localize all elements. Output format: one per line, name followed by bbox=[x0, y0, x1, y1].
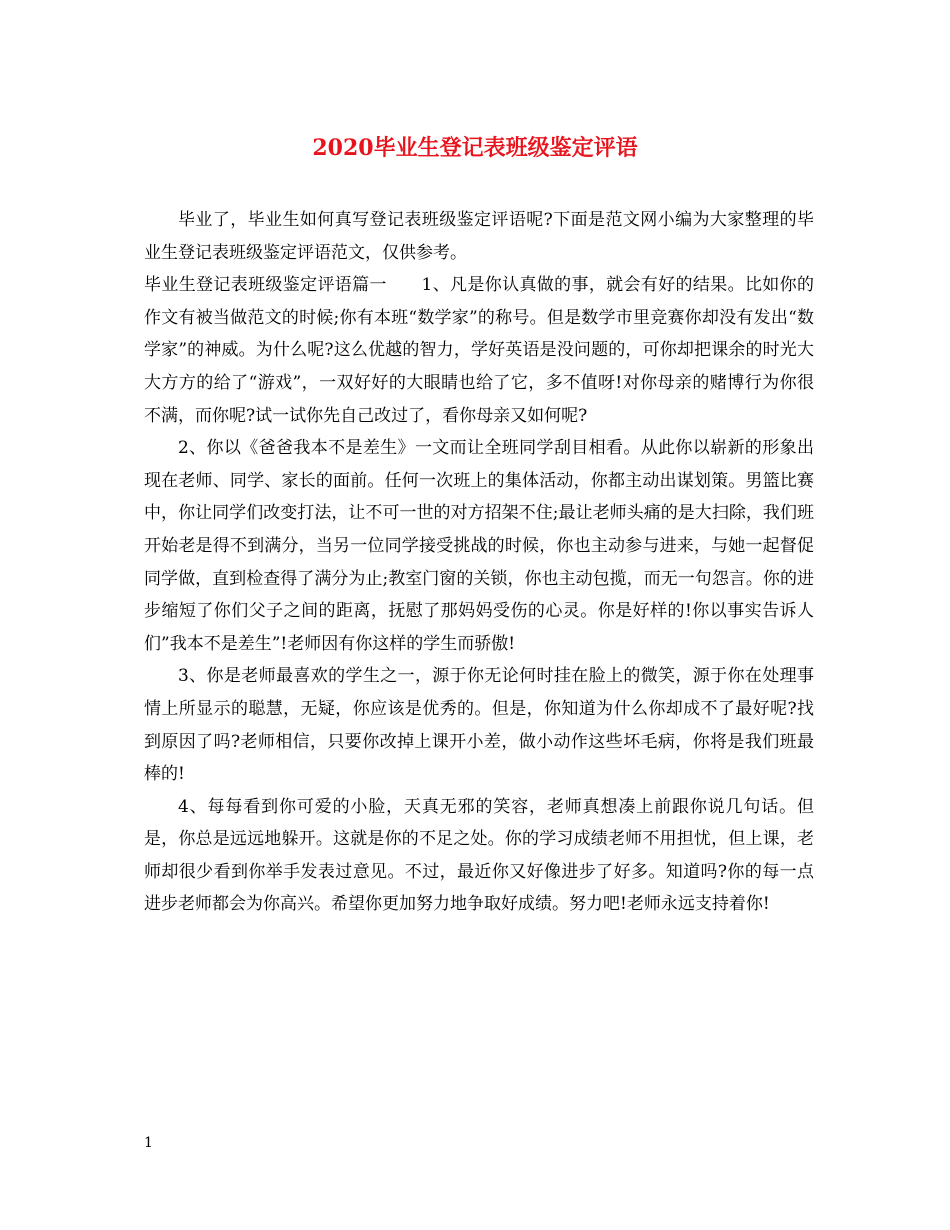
comment-paragraph-1: 毕业生登记表班级鉴定评语篇一 1、凡是你认真做的事，就会有好的结果。比如你的作文有被当做范文的时候;你有本班“数学家”的称号。但是数学市里竞赛你却没有发出“数学家”的神威。为什么呢?这么优越的智力，学好英语是没问题的，可你却把课余的时光大大方方的给了“游戏”，一双好好的大眼睛也给了它，多不值呀!对你母亲的赌博行为你很不满，而你呢?试一试你先自己改过了，看你母亲又如何呢? bbox=[144, 275, 814, 426]
comment-paragraph-3: 3、你是老师最喜欢的学生之一，源于你无论何时挂在脸上的微笑，源于你在处理事情上所显示的聪慧，无疑，你应该是优秀的。但是，你知道为什么你却成不了最好呢?找到原因了吗?老师相信，只要你改掉上课开小差，做小动作这些坏毛病，你将是我们班最棒的! bbox=[144, 666, 814, 785]
comment-paragraph-2: 2、你以《爸爸我本不是差生》一文而让全班同学刮目相看。从此你以崭新的形象出现在老师、同学、家长的面前。任何一次班上的集体活动，你都主动出谋划策。男篮比赛中，你让同学们改变打法，让不可一世的对方招架不住;最让老师头痛的是大扫除，我们班开始老是得不到满分，当另一位同学接受挑战的时候，你也主动参与进来，与她一起督促同学做，直到检查得了满分为止;教室门窗的关锁，你也主动包揽，而无一句怨言。你的进步缩短了你们父子之间的距离，抚慰了那妈妈受伤的心灵。你是好样的!你以事实告诉人们”我本不是差生”!老师因有你这样的学生而骄傲! bbox=[144, 438, 814, 654]
document-body bbox=[144, 204, 814, 921]
document-title: 2020毕业生登记表班级鉴定评语 bbox=[312, 135, 638, 161]
page-number: 1 bbox=[144, 1135, 153, 1151]
intro-paragraph: 毕业了，毕业生如何真写登记表班级鉴定评语呢?下面是范文网小编为大家整理的毕业生登记表班级鉴定评语范文，仅供参考。 bbox=[144, 210, 814, 263]
comment-paragraph-4: 4、每每看到你可爱的小脸，天真无邪的笑容，老师真想凑上前跟你说几句话。但是，你总是远远地躲开。这就是你的不足之处。你的学习成绩老师不用担忧，但上课，老师却很少看到你举手发表过意见。不过，最近你又好像进步了好多。知道吗?你的每一点进步老师都会为你高兴。希望你更加努力地争取好成绩。努力吧!老师永远支持着你! bbox=[144, 796, 814, 915]
